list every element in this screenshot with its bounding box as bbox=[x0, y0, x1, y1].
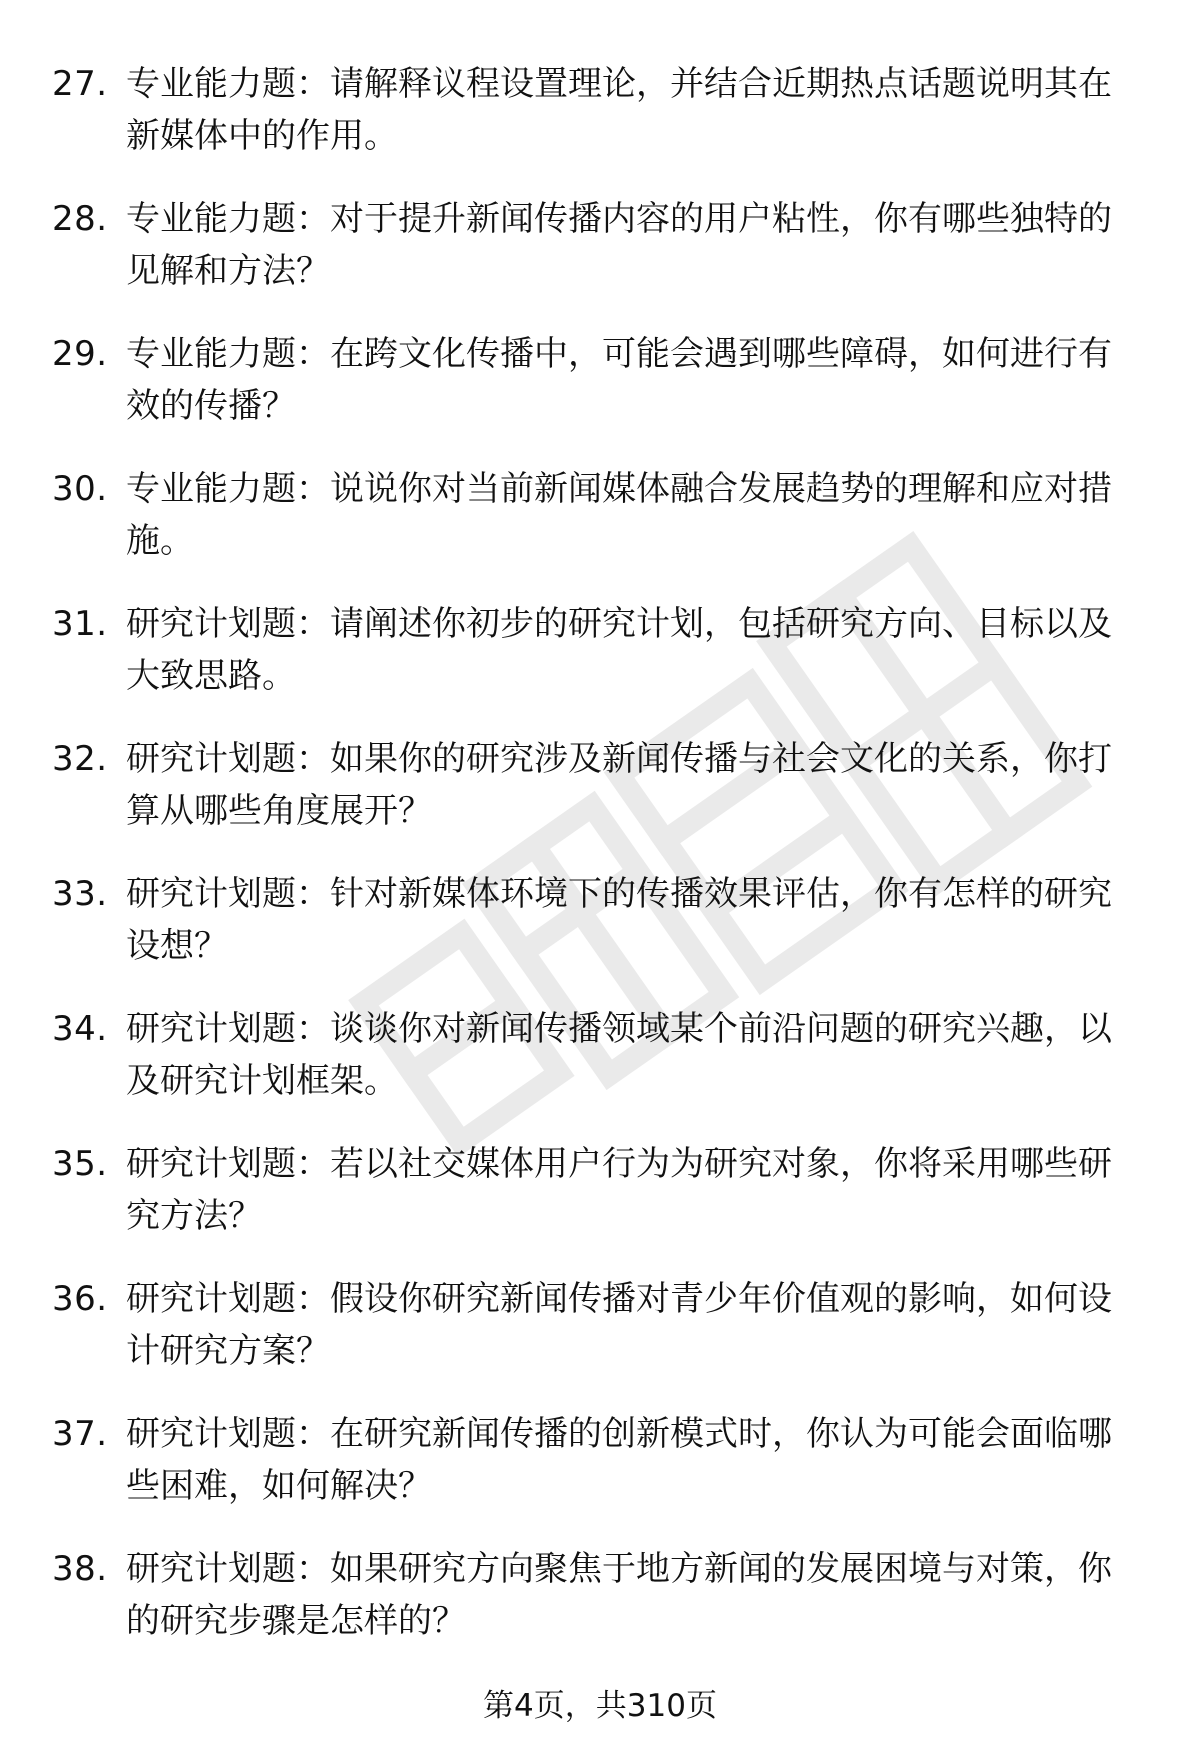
question-list bbox=[52, 52, 1142, 1672]
question-item bbox=[52, 187, 1142, 322]
question-number: 35. bbox=[52, 1144, 108, 1184]
question-text: 研究计划题：若以社交媒体用户行为为研究对象，你将采用哪些研究方法？ bbox=[126, 1144, 1112, 1236]
question-item bbox=[52, 862, 1142, 997]
question-text: 研究计划题：在研究新闻传播的创新模式时，你认为可能会面临哪些困难，如何解决？ bbox=[126, 1414, 1112, 1506]
question-number: 31. bbox=[52, 604, 108, 644]
question-item bbox=[52, 997, 1142, 1132]
question-number: 34. bbox=[52, 1009, 108, 1049]
question-item bbox=[52, 1537, 1142, 1672]
question-number: 33. bbox=[52, 874, 108, 914]
question-item bbox=[52, 1267, 1142, 1402]
question-text: 专业能力题：说说你对当前新闻媒体融合发展趋势的理解和应对措施。 bbox=[126, 469, 1112, 561]
question-item bbox=[52, 592, 1142, 727]
question-text: 研究计划题：请阐述你初步的研究计划，包括研究方向、目标以及大致思路。 bbox=[126, 604, 1112, 696]
question-number: 30. bbox=[52, 469, 108, 509]
question-text: 研究计划题：针对新媒体环境下的传播效果评估，你有怎样的研究设想？ bbox=[126, 874, 1112, 966]
question-item bbox=[52, 322, 1142, 457]
question-text: 研究计划题：假设你研究新闻传播对青少年价值观的影响，如何设计研究方案？ bbox=[126, 1279, 1112, 1371]
question-number: 32. bbox=[52, 739, 108, 779]
question-item bbox=[52, 1132, 1142, 1267]
question-item bbox=[52, 727, 1142, 862]
page-number-label: 第4页，共310页 bbox=[483, 1688, 717, 1724]
question-text: 专业能力题：在跨文化传播中，可能会遇到哪些障碍，如何进行有效的传播？ bbox=[126, 334, 1112, 426]
question-text: 专业能力题：请解释议程设置理论，并结合近期热点话题说明其在新媒体中的作用。 bbox=[126, 64, 1112, 156]
question-item bbox=[52, 457, 1142, 592]
question-number: 28. bbox=[52, 199, 108, 239]
question-text: 专业能力题：对于提升新闻传播内容的用户粘性，你有哪些独特的见解和方法？ bbox=[126, 199, 1112, 291]
question-number: 29. bbox=[52, 334, 108, 374]
question-text: 研究计划题：如果研究方向聚焦于地方新闻的发展困境与对策，你的研究步骤是怎样的？ bbox=[126, 1549, 1112, 1641]
question-item bbox=[52, 52, 1142, 187]
question-text: 研究计划题：谈谈你对新闻传播领域某个前沿问题的研究兴趣，以及研究计划框架。 bbox=[126, 1009, 1112, 1101]
question-item bbox=[52, 1402, 1142, 1537]
question-number: 37. bbox=[52, 1414, 108, 1454]
question-number: 38. bbox=[52, 1549, 108, 1589]
question-number: 27. bbox=[52, 64, 108, 104]
question-number: 36. bbox=[52, 1279, 108, 1319]
question-text: 研究计划题：如果你的研究涉及新闻传播与社会文化的关系，你打算从哪些角度展开？ bbox=[126, 739, 1112, 831]
page-footer bbox=[0, 1686, 1200, 1726]
